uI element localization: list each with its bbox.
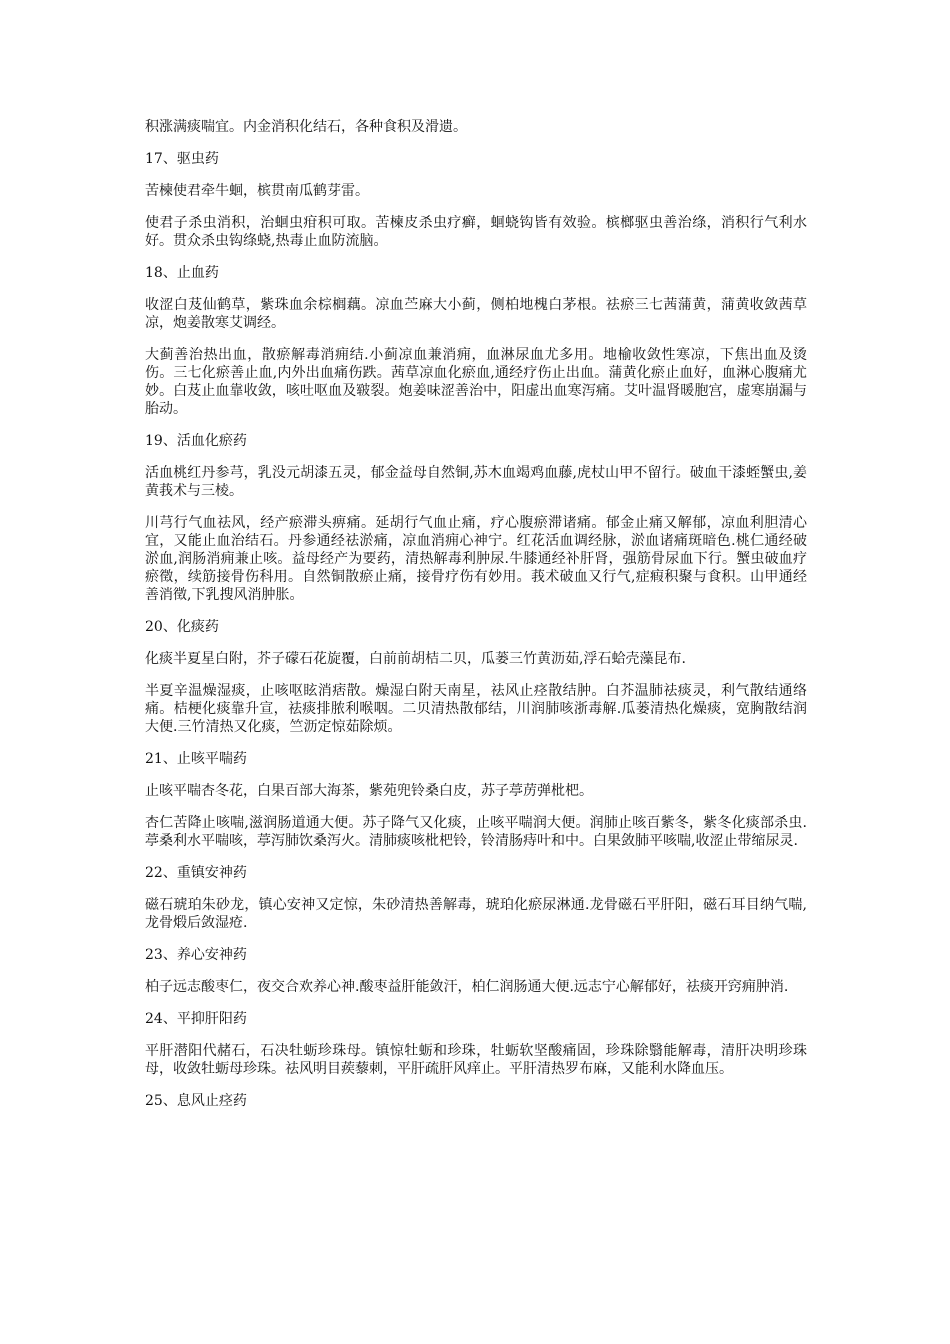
- paragraph: 止咳平喘杏冬花，白果百部大海茶，紫苑兜铃桑白皮，苏子葶苈弹枇杷。: [145, 783, 593, 799]
- paragraph: 磁石琥珀朱砂龙，镇心安神又定惊，朱砂清热善解毒，琥珀化瘀尿淋通.龙骨磁石平肝阳，磁石耳目纳气喘,龙骨煅后敛湿疮.: [145, 897, 807, 931]
- section-heading: 19、活血化瘀药: [145, 433, 247, 449]
- document-body: [145, 118, 807, 1124]
- paragraph: 大蓟善治热出血，散瘀解毒消痈结.小蓟凉血兼消痈，血淋尿血尤多用。地榆收敛性寒凉，下焦出血及烫伤。三七化瘀善止血,内外出血痛伤跌。茜草凉血化瘀血,通经疗伤止出血。蒲黄化瘀止血好，血淋心腹痛尤妙。白芨止血靠收敛，咳吐呕血及皲裂。炮姜味涩善治中，阳虚出血寒泻痛。艾叶温肾暖胞宫，虚寒崩漏与胎动。: [145, 347, 807, 417]
- paragraph: 积涨满痰喘宜。内金消积化结石，各种食积及滑遗。: [145, 119, 467, 135]
- section-heading: 17、驱虫药: [145, 151, 219, 167]
- section-heading: 23、养心安神药: [145, 947, 247, 963]
- section-heading: 25、息风止痉药: [145, 1093, 247, 1109]
- paragraph: 半夏辛温燥湿痰，止咳呕眩消痞散。燥湿白附天南星，祛风止痉散结肿。白芥温肺祛痰灵，利气散结通络痛。桔梗化痰靠升宣，祛痰排脓利喉咽。二贝清热散郁结，川润肺咳浙毒解.瓜蒌清热化燥痰，宽胸散结润大便.三竹清热又化痰，竺沥定惊茹除烦。: [145, 683, 807, 735]
- paragraph: 川芎行气血祛风，经产瘀滞头痹痛。延胡行气血止痛，疗心腹瘀滞诸痛。郁金止痛又解郁，凉血利胆清心宜，又能止血治结石。丹参通经祛淤痛，凉血消痈心神宁。红花活血调经脉，淤血诸痛斑暗色.桃仁通经破淤血,润肠消痈兼止咳。益母经产为要药，清热解毒利肿尿.牛膝通经补肝肾，强筋骨尿血下行。蟹虫破血疗瘀徵，续筋接骨伤科用。自然铜散瘀止痛，接骨疗伤有妙用。莪术破血又行气,症瘕积聚与食积。山甲通经善消徵,下乳搜风消肿胀。: [145, 515, 807, 603]
- paragraph: 化痰半夏星白附，芥子礞石花旋覆，白前前胡桔二贝，瓜蒌三竹黄沥茹,浮石蛤壳藻昆布.: [145, 651, 686, 667]
- paragraph: 使君子杀虫消积，治蛔虫疳积可取。苦楝皮杀虫疗癣，蛔蛲钩皆有效验。槟榔驱虫善治绦，消积行气利水好。贯众杀虫钩绦蛲,热毒止血防流脑。: [145, 215, 807, 249]
- section-heading: 18、止血药: [145, 265, 219, 281]
- section-heading: 24、平抑肝阳药: [145, 1011, 247, 1027]
- section-heading: 20、化痰药: [145, 619, 219, 635]
- section-heading: 22、重镇安神药: [145, 865, 247, 881]
- paragraph: 苦楝使君牵牛蛔，槟贯南瓜鹤芽雷。: [145, 183, 369, 199]
- paragraph: 收涩白芨仙鹤草，紫珠血余棕榈藕。凉血苎麻大小蓟，侧柏地槐白茅根。祛瘀三七茜蒲黄，蒲黄收敛茜草凉，炮姜散寒艾调经。: [145, 297, 807, 331]
- paragraph: 平肝潜阳代赭石，石决牡蛎珍珠母。镇惊牡蛎和珍珠，牡蛎软坚酸痛固，珍珠除翳能解毒，清肝决明珍珠母，收敛牡蛎母珍珠。祛风明目蒺藜刺，平肝疏肝风痒止。平肝清热罗布麻，又能利水降血压。: [145, 1043, 807, 1077]
- paragraph: 活血桃红丹参芎，乳没元胡漆五灵，郁金益母自然铜,苏木血竭鸡血藤,虎杖山甲不留行。破血干漆蛭蟹虫,姜黄莪术与三棱。: [145, 465, 807, 499]
- paragraph: 杏仁苦降止咳喘,滋润肠道通大便。苏子降气又化痰，止咳平喘润大便。润肺止咳百紫冬，紫冬化痰部杀虫.葶桑利水平喘咳，葶泻肺饮桑泻火。清肺痰咳枇杷铃，铃清肠痔叶和中。白果敛肺平咳喘,收涩止带缩尿灵.: [145, 815, 807, 849]
- paragraph: 柏子远志酸枣仁，夜交合欢养心神.酸枣益肝能敛汗，柏仁润肠通大便.远志宁心解郁好，祛痰开窍痈肿消.: [145, 979, 789, 995]
- section-heading: 21、止咳平喘药: [145, 751, 247, 767]
